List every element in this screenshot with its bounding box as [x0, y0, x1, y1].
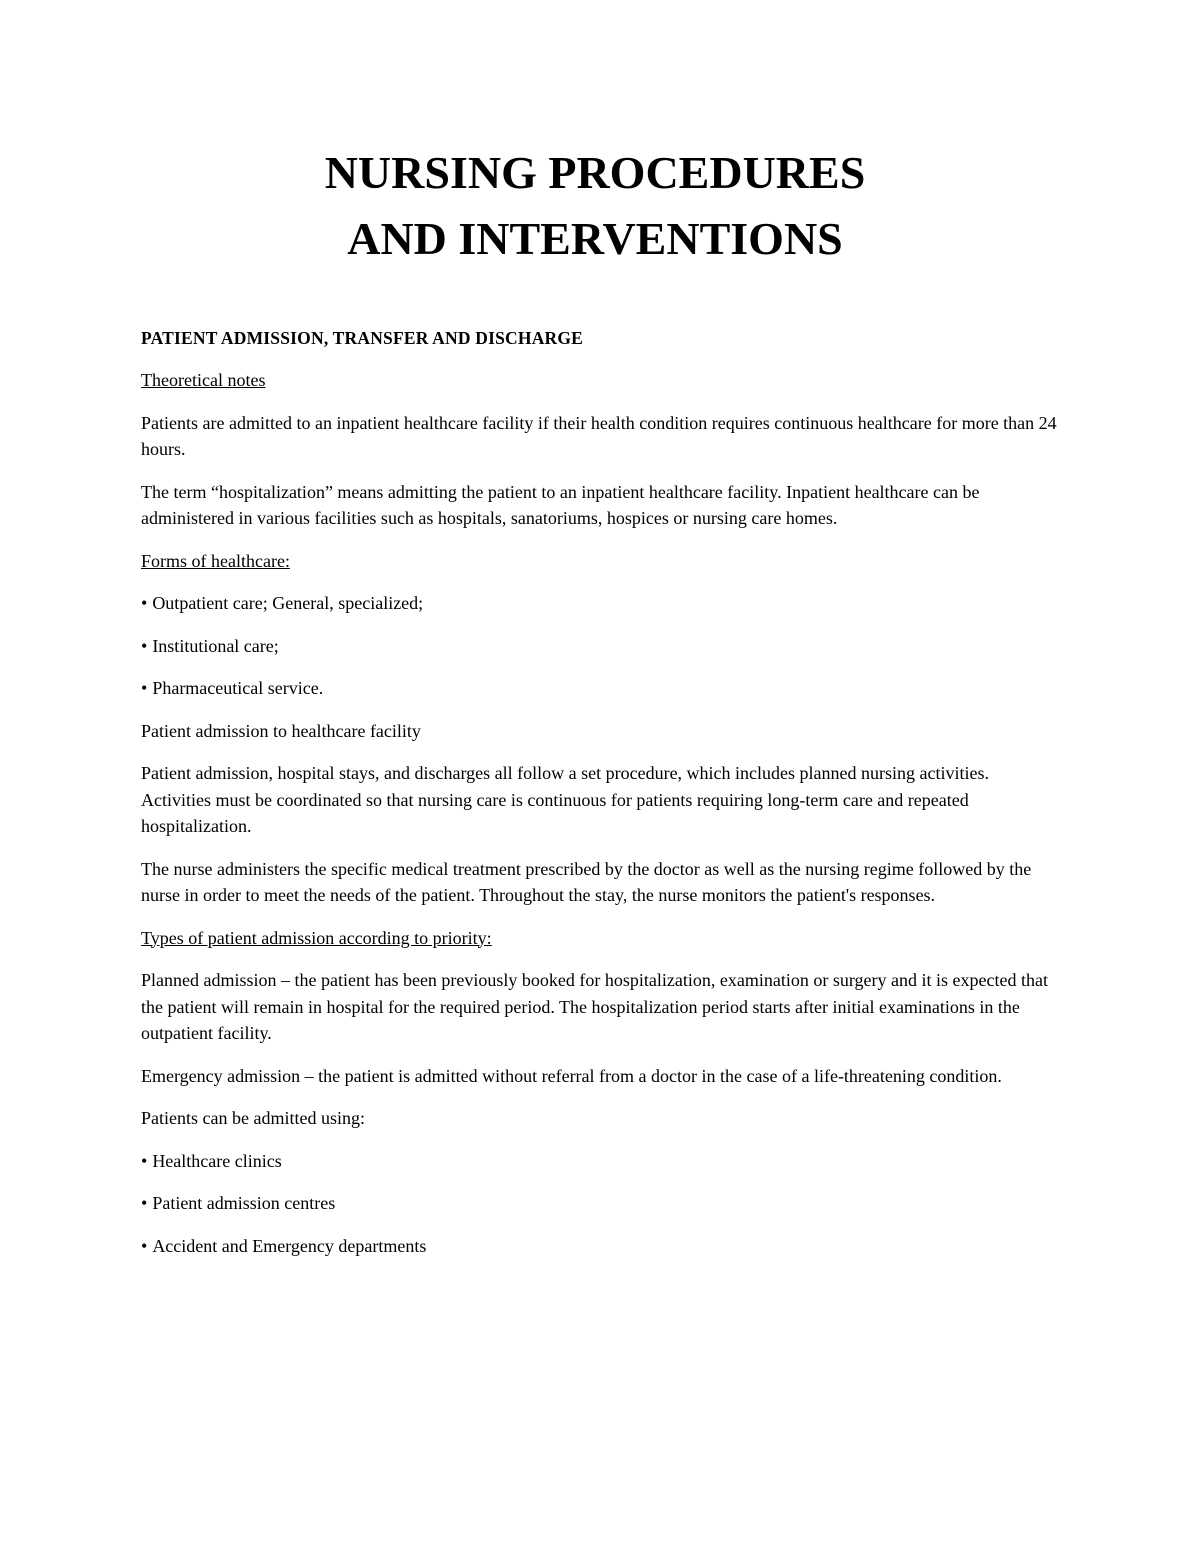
document-page [141, 140, 1061, 1275]
list-item [141, 1233, 1061, 1260]
paragraph-2: The term “hospitalization” means admitting the patient to an inpatient healthcare facility. Inpatient healthcare can be administered in various facilities such as hospitals, sanatoriums, hospices or nursing care homes. [141, 481, 980, 528]
list-item [141, 633, 1061, 660]
section-heading: PATIENT ADMISSION, TRANSFER AND DISCHARGE [141, 328, 584, 348]
list-item-text: Healthcare clinics [152, 1150, 282, 1171]
bullet-icon: • [141, 678, 148, 698]
bullet-icon: • [141, 635, 148, 656]
list-item [141, 1190, 1061, 1217]
list-item [141, 1148, 1061, 1175]
paragraph-6: Emergency admission – the patient is admitted without referral from a doctor in the case of a life-threatening condition. [141, 1065, 1002, 1086]
forms-heading [141, 548, 1061, 575]
list-item [141, 675, 1061, 702]
paragraph-1: Patients are admitted to an inpatient healthcare facility if their health condition requires continuous healthcare for more than 24 hours. [141, 412, 1057, 459]
admitted-using-heading: Patients can be admitted using: [141, 1108, 365, 1128]
paragraph-4: The nurse administers the specific medical treatment prescribed by the doctor as well as the nursing regime followed by the nurse in order to meet the needs of the patient. Throughout the stay, the nurse monitors the patient's responses. [141, 858, 1032, 905]
theoretical-notes-label [141, 367, 1061, 394]
theoretical-notes-text: Theoretical notes [141, 370, 266, 390]
document-title [141, 140, 1061, 272]
list-item-text: Institutional care; [152, 635, 279, 656]
forms-heading-text: Forms of healthcare: [141, 550, 290, 571]
bullet-icon: • [141, 1150, 148, 1171]
title-line-1: NURSING PROCEDURES [324, 147, 866, 198]
admission-heading: Patient admission to healthcare facility [141, 720, 421, 741]
list-item-text: Patient admission centres [152, 1193, 336, 1213]
title-line-2: AND INTERVENTIONS [347, 213, 843, 264]
types-heading [141, 925, 1061, 952]
list-item-text: Accident and Emergency departments [152, 1235, 427, 1256]
bullet-icon: • [141, 1235, 148, 1256]
bullet-icon: • [141, 1193, 148, 1213]
paragraph-5: Planned admission – the patient has been previously booked for hospitalization, examination or surgery and it is expected that the patient will remain in hospital for the required period. The hospitalization period starts after initial examinations in the outpatient facility. [141, 970, 1048, 1043]
list-item-text: Outpatient care; General, specialized; [152, 593, 424, 613]
list-item-text: Pharmaceutical service. [152, 678, 324, 698]
types-heading-text: Types of patient admission according to priority: [141, 927, 492, 948]
list-item [141, 590, 1061, 617]
bullet-icon: • [141, 593, 148, 613]
paragraph-3: Patient admission, hospital stays, and discharges all follow a set procedure, which includes planned nursing activities. Activities must be coordinated so that nursing care is continuous for patients requiring long-term care and repeated hospitalization. [141, 763, 989, 836]
